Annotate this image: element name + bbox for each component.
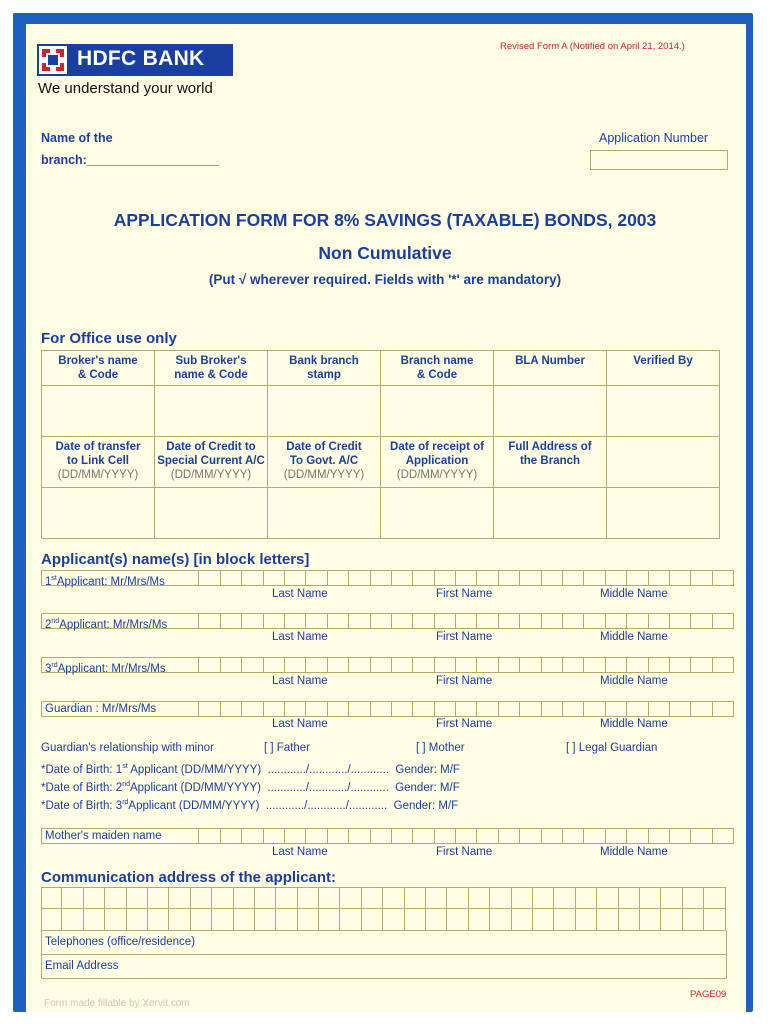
address-char-box[interactable] [127, 887, 148, 909]
char-box[interactable] [456, 570, 477, 586]
relationship-mother-checkbox[interactable]: [ ] Mother [416, 742, 465, 754]
char-box[interactable] [499, 657, 520, 673]
address-char-box[interactable] [41, 887, 62, 909]
char-box[interactable] [306, 828, 327, 844]
char-box[interactable] [413, 570, 434, 586]
applicants-heading: Applicant(s) name(s) [in block letters] [41, 551, 310, 568]
application-number-label: Application Number [599, 131, 709, 145]
guardian-relationship-label: Guardian's relationship with minor [41, 742, 214, 754]
char-box[interactable] [264, 657, 285, 673]
relationship-father-checkbox[interactable]: [ ] Father [264, 742, 311, 754]
last-name-label: Last Name [272, 718, 328, 730]
middle-name-label: Middle Name [600, 588, 668, 600]
address-char-box[interactable] [597, 887, 618, 909]
char-box[interactable] [328, 657, 349, 673]
dob-applicant-1[interactable]: *Date of Birth: 1st Applicant (DD/MM/YYYY) ............/............/............ Gender: M/F [41, 763, 460, 776]
office-header-row-1 [42, 351, 720, 386]
bank-name: HDFC BANK [77, 47, 205, 70]
char-box[interactable] [627, 613, 648, 629]
char-box[interactable] [649, 828, 670, 844]
char-box[interactable] [563, 701, 584, 717]
char-box[interactable] [606, 828, 627, 844]
char-box[interactable] [520, 613, 541, 629]
char-box[interactable] [691, 828, 712, 844]
office-cell: Sub Broker's name & Code [155, 351, 268, 386]
guardian-row[interactable] [41, 701, 734, 717]
applicant-3-row[interactable] [41, 657, 734, 673]
char-box[interactable] [563, 657, 584, 673]
address-line-1[interactable] [41, 887, 727, 909]
office-header-row-2 [42, 437, 720, 488]
office-entry-cell[interactable] [268, 488, 381, 539]
char-box[interactable] [456, 657, 477, 673]
applicant-1-row[interactable] [41, 570, 734, 586]
first-name-label: First Name [436, 631, 493, 643]
char-box[interactable] [542, 613, 563, 629]
address-char-box[interactable] [469, 887, 490, 909]
char-box[interactable] [392, 570, 413, 586]
char-box[interactable] [584, 828, 605, 844]
char-box[interactable] [713, 657, 734, 673]
char-box[interactable] [178, 570, 199, 586]
char-box[interactable] [670, 701, 691, 717]
address-char-box[interactable] [661, 887, 682, 909]
char-box[interactable] [349, 657, 370, 673]
address-char-box[interactable] [298, 909, 319, 931]
char-box[interactable] [242, 701, 263, 717]
char-box[interactable] [627, 570, 648, 586]
char-box[interactable] [178, 828, 199, 844]
dob-applicant-3[interactable]: *Date of Birth: 3rdApplicant (DD/MM/YYYY) ............/............/............ Gender: M/F [41, 799, 459, 812]
address-char-box[interactable] [704, 887, 725, 909]
char-box[interactable] [477, 701, 498, 717]
char-box[interactable] [435, 657, 456, 673]
char-box[interactable] [542, 828, 563, 844]
char-box[interactable] [264, 613, 285, 629]
char-box[interactable] [584, 570, 605, 586]
char-box[interactable] [413, 657, 434, 673]
address-char-box[interactable] [298, 887, 319, 909]
address-char-box[interactable] [191, 887, 212, 909]
address-char-box[interactable] [362, 887, 383, 909]
address-char-box[interactable] [105, 887, 126, 909]
char-box[interactable] [627, 657, 648, 673]
revised-note: Revised Form A (Notified on April 21, 2014.) [500, 41, 685, 52]
address-char-box[interactable] [340, 887, 361, 909]
address-char-box[interactable] [704, 909, 725, 931]
address-char-box[interactable] [554, 909, 575, 931]
hdfc-logo-icon [39, 46, 67, 74]
char-box[interactable] [627, 701, 648, 717]
branch-field[interactable]: branch:___________________ [41, 153, 219, 167]
char-box[interactable] [584, 613, 605, 629]
telephones-field[interactable]: Telephones (office/residence) [41, 931, 727, 955]
address-char-box[interactable] [148, 887, 169, 909]
office-entry-cell[interactable] [381, 386, 494, 437]
char-box[interactable] [563, 613, 584, 629]
address-char-box[interactable] [469, 909, 490, 931]
char-box[interactable] [435, 701, 456, 717]
guardian-label: Guardian : Mr/Mrs/Ms [41, 701, 178, 717]
char-box[interactable] [435, 570, 456, 586]
address-char-box[interactable] [105, 909, 126, 931]
first-name-label: First Name [436, 588, 493, 600]
address-char-box[interactable] [212, 887, 233, 909]
char-box[interactable] [199, 570, 220, 586]
char-box[interactable] [606, 657, 627, 673]
char-box[interactable] [563, 570, 584, 586]
address-char-box[interactable] [62, 909, 83, 931]
char-box[interactable] [713, 570, 734, 586]
office-cell: Broker's name & Code [42, 351, 155, 386]
char-box[interactable] [221, 657, 242, 673]
char-box[interactable] [371, 613, 392, 629]
office-cell: Date of transfer to Link Cell (DD/MM/YYYY) [42, 437, 155, 488]
char-box[interactable] [520, 828, 541, 844]
address-char-box[interactable] [533, 887, 554, 909]
office-cell: Branch name & Code [381, 351, 494, 386]
address-char-box[interactable] [84, 887, 105, 909]
office-cell [607, 437, 720, 488]
office-entry-cell[interactable] [42, 488, 155, 539]
office-entry-cell[interactable] [155, 386, 268, 437]
office-entry-cell[interactable] [607, 488, 720, 539]
mothers-maiden-name-label: Mother's maiden name [41, 828, 178, 844]
address-char-box[interactable] [576, 909, 597, 931]
last-name-label: Last Name [272, 846, 328, 858]
char-box[interactable] [221, 613, 242, 629]
address-char-box[interactable] [276, 909, 297, 931]
middle-name-label: Middle Name [600, 718, 668, 730]
address-char-box[interactable] [619, 887, 640, 909]
char-box[interactable] [542, 570, 563, 586]
branch-label: Name of the [41, 131, 113, 145]
address-char-box[interactable] [191, 909, 212, 931]
address-char-box[interactable] [340, 909, 361, 931]
applicant-2-label: 2ndApplicant: Mr/Mrs/Ms [41, 613, 178, 629]
char-box[interactable] [649, 657, 670, 673]
char-box[interactable] [477, 657, 498, 673]
char-box[interactable] [349, 613, 370, 629]
address-char-box[interactable] [554, 887, 575, 909]
char-box[interactable] [285, 657, 306, 673]
char-box[interactable] [392, 701, 413, 717]
char-box[interactable] [499, 613, 520, 629]
form-instruction: (Put √ wherever required. Fields with '*' are mandatory) [208, 272, 562, 287]
office-use-table [41, 350, 720, 539]
char-box[interactable] [649, 613, 670, 629]
char-box[interactable] [520, 657, 541, 673]
char-box[interactable] [649, 570, 670, 586]
office-entry-cell[interactable] [494, 488, 607, 539]
char-box[interactable] [285, 570, 306, 586]
char-box[interactable] [670, 657, 691, 673]
address-char-box[interactable] [127, 909, 148, 931]
char-box[interactable] [371, 570, 392, 586]
address-char-box[interactable] [512, 909, 533, 931]
address-char-box[interactable] [234, 909, 255, 931]
address-char-box[interactable] [276, 887, 297, 909]
char-box[interactable] [413, 613, 434, 629]
char-box[interactable] [349, 828, 370, 844]
address-block [41, 887, 727, 979]
char-box[interactable] [520, 570, 541, 586]
application-number-field[interactable] [590, 150, 728, 170]
char-box[interactable] [264, 828, 285, 844]
first-name-label: First Name [436, 718, 493, 730]
char-box[interactable] [670, 613, 691, 629]
char-box[interactable] [371, 657, 392, 673]
last-name-label: Last Name [272, 631, 328, 643]
char-box[interactable] [413, 828, 434, 844]
char-box[interactable] [285, 701, 306, 717]
char-box[interactable] [392, 828, 413, 844]
char-box[interactable] [435, 828, 456, 844]
char-box[interactable] [328, 701, 349, 717]
char-box[interactable] [199, 613, 220, 629]
char-box[interactable] [242, 613, 263, 629]
middle-name-label: Middle Name [600, 631, 668, 643]
address-char-box[interactable] [447, 887, 468, 909]
char-box[interactable] [477, 613, 498, 629]
char-box[interactable] [499, 828, 520, 844]
char-box[interactable] [328, 613, 349, 629]
char-box[interactable] [306, 613, 327, 629]
office-entry-cell[interactable] [494, 386, 607, 437]
address-char-box[interactable] [490, 887, 511, 909]
char-box[interactable] [306, 657, 327, 673]
office-entry-cell[interactable] [381, 488, 494, 539]
char-box[interactable] [456, 701, 477, 717]
char-box[interactable] [221, 570, 242, 586]
char-box[interactable] [242, 657, 263, 673]
char-box[interactable] [477, 828, 498, 844]
applicant-2-row[interactable] [41, 613, 734, 629]
address-char-box[interactable] [362, 909, 383, 931]
dob-applicant-2[interactable]: *Date of Birth: 2ndApplicant (DD/MM/YYYY) ............/............/............ Gender: M/F [41, 781, 460, 794]
char-box[interactable] [242, 828, 263, 844]
char-box[interactable] [456, 828, 477, 844]
address-char-box[interactable] [683, 887, 704, 909]
office-cell: BLA Number [494, 351, 607, 386]
char-box[interactable] [413, 701, 434, 717]
last-name-label: Last Name [272, 588, 328, 600]
address-char-box[interactable] [255, 909, 276, 931]
office-entry-cell[interactable] [268, 386, 381, 437]
address-char-box[interactable] [62, 887, 83, 909]
office-cell: Date of Credit to Special Current A/C (DD/MM/YYYY) [155, 437, 268, 488]
office-cell: Bank branch stamp [268, 351, 381, 386]
address-char-box[interactable] [447, 909, 468, 931]
char-box[interactable] [691, 613, 712, 629]
char-box[interactable] [606, 570, 627, 586]
char-box[interactable] [328, 828, 349, 844]
char-box[interactable] [670, 828, 691, 844]
char-box[interactable] [627, 828, 648, 844]
address-char-box[interactable] [319, 887, 340, 909]
address-char-box[interactable] [661, 909, 682, 931]
char-box[interactable] [691, 657, 712, 673]
applicant-1-label: 1stApplicant: Mr/Mrs/Ms [41, 570, 178, 586]
address-char-box[interactable] [640, 909, 661, 931]
office-entry-cell[interactable] [42, 386, 155, 437]
char-box[interactable] [713, 701, 734, 717]
office-entry-cell[interactable] [155, 488, 268, 539]
address-char-box[interactable] [169, 909, 190, 931]
char-box[interactable] [584, 657, 605, 673]
char-box[interactable] [264, 570, 285, 586]
middle-name-label: Middle Name [600, 675, 668, 687]
office-entry-row-1 [42, 386, 720, 437]
office-entry-cell[interactable] [607, 386, 720, 437]
char-box[interactable] [542, 701, 563, 717]
form-title: APPLICATION FORM FOR 8% SAVINGS (TAXABLE) BONDS, 2003 [113, 210, 657, 230]
address-line-2[interactable] [41, 909, 727, 931]
char-box[interactable] [499, 701, 520, 717]
char-box[interactable] [306, 701, 327, 717]
char-box[interactable] [242, 570, 263, 586]
address-char-box[interactable] [212, 909, 233, 931]
char-box[interactable] [649, 701, 670, 717]
char-box[interactable] [178, 701, 199, 717]
address-char-box[interactable] [512, 887, 533, 909]
office-cell: Date of Credit To Govt. A/C (DD/MM/YYYY) [268, 437, 381, 488]
char-box[interactable] [349, 701, 370, 717]
char-box[interactable] [606, 701, 627, 717]
char-box[interactable] [285, 613, 306, 629]
address-char-box[interactable] [255, 887, 276, 909]
office-cell: Verified By [607, 351, 720, 386]
char-box[interactable] [691, 701, 712, 717]
address-char-box[interactable] [319, 909, 340, 931]
address-char-box[interactable] [41, 909, 62, 931]
address-char-box[interactable] [383, 887, 404, 909]
char-box[interactable] [199, 701, 220, 717]
char-box[interactable] [221, 701, 242, 717]
char-box[interactable] [691, 570, 712, 586]
char-box[interactable] [584, 701, 605, 717]
email-field[interactable]: Email Address [41, 955, 727, 979]
char-box[interactable] [477, 570, 498, 586]
char-box[interactable] [371, 701, 392, 717]
office-use-heading: For Office use only [41, 330, 177, 347]
char-box[interactable] [306, 570, 327, 586]
address-char-box[interactable] [533, 909, 554, 931]
char-box[interactable] [221, 828, 242, 844]
page-number: PAGE09 [690, 989, 727, 1000]
address-char-box[interactable] [426, 887, 447, 909]
char-box[interactable] [606, 613, 627, 629]
mothers-maiden-name-row[interactable] [41, 828, 734, 844]
address-char-box[interactable] [597, 909, 618, 931]
hdfc-logo [37, 44, 233, 76]
address-char-box[interactable] [490, 909, 511, 931]
char-box[interactable] [328, 570, 349, 586]
address-char-box[interactable] [426, 909, 447, 931]
char-box[interactable] [264, 701, 285, 717]
office-cell: Date of receipt of Application (DD/MM/YYYY) [381, 437, 494, 488]
char-box[interactable] [713, 613, 734, 629]
char-box[interactable] [670, 570, 691, 586]
char-box[interactable] [499, 570, 520, 586]
char-box[interactable] [542, 657, 563, 673]
relationship-legal-guardian-checkbox[interactable]: [ ] Legal Guardian [566, 742, 658, 754]
char-box[interactable] [285, 828, 306, 844]
address-char-box[interactable] [234, 887, 255, 909]
address-char-box[interactable] [683, 909, 704, 931]
first-name-label: First Name [436, 675, 493, 687]
char-box[interactable] [199, 828, 220, 844]
address-char-box[interactable] [405, 887, 426, 909]
char-box[interactable] [178, 613, 199, 629]
char-box[interactable] [178, 657, 199, 673]
char-box[interactable] [713, 828, 734, 844]
office-entry-row-2 [42, 488, 720, 539]
char-box[interactable] [563, 828, 584, 844]
tagline: We understand your world [38, 80, 213, 97]
char-box[interactable] [371, 828, 392, 844]
char-box[interactable] [435, 613, 456, 629]
address-char-box[interactable] [383, 909, 404, 931]
watermark: Form made fillable by Xervit.com [44, 998, 190, 1009]
char-box[interactable] [199, 657, 220, 673]
char-box[interactable] [349, 570, 370, 586]
last-name-label: Last Name [272, 675, 328, 687]
address-char-box[interactable] [169, 887, 190, 909]
office-cell: Full Address of the Branch [494, 437, 607, 488]
address-char-box[interactable] [84, 909, 105, 931]
address-char-box[interactable] [405, 909, 426, 931]
char-box[interactable] [392, 613, 413, 629]
address-char-box[interactable] [576, 887, 597, 909]
first-name-label: First Name [436, 846, 493, 858]
address-char-box[interactable] [148, 909, 169, 931]
address-char-box[interactable] [619, 909, 640, 931]
char-box[interactable] [520, 701, 541, 717]
form-subtitle: Non Cumulative [318, 243, 452, 263]
address-heading: Communication address of the applicant: [41, 869, 337, 886]
char-box[interactable] [392, 657, 413, 673]
address-char-box[interactable] [640, 887, 661, 909]
char-box[interactable] [456, 613, 477, 629]
applicant-3-label: 3rdApplicant: Mr/Mrs/Ms [41, 657, 178, 673]
middle-name-label: Middle Name [600, 846, 668, 858]
